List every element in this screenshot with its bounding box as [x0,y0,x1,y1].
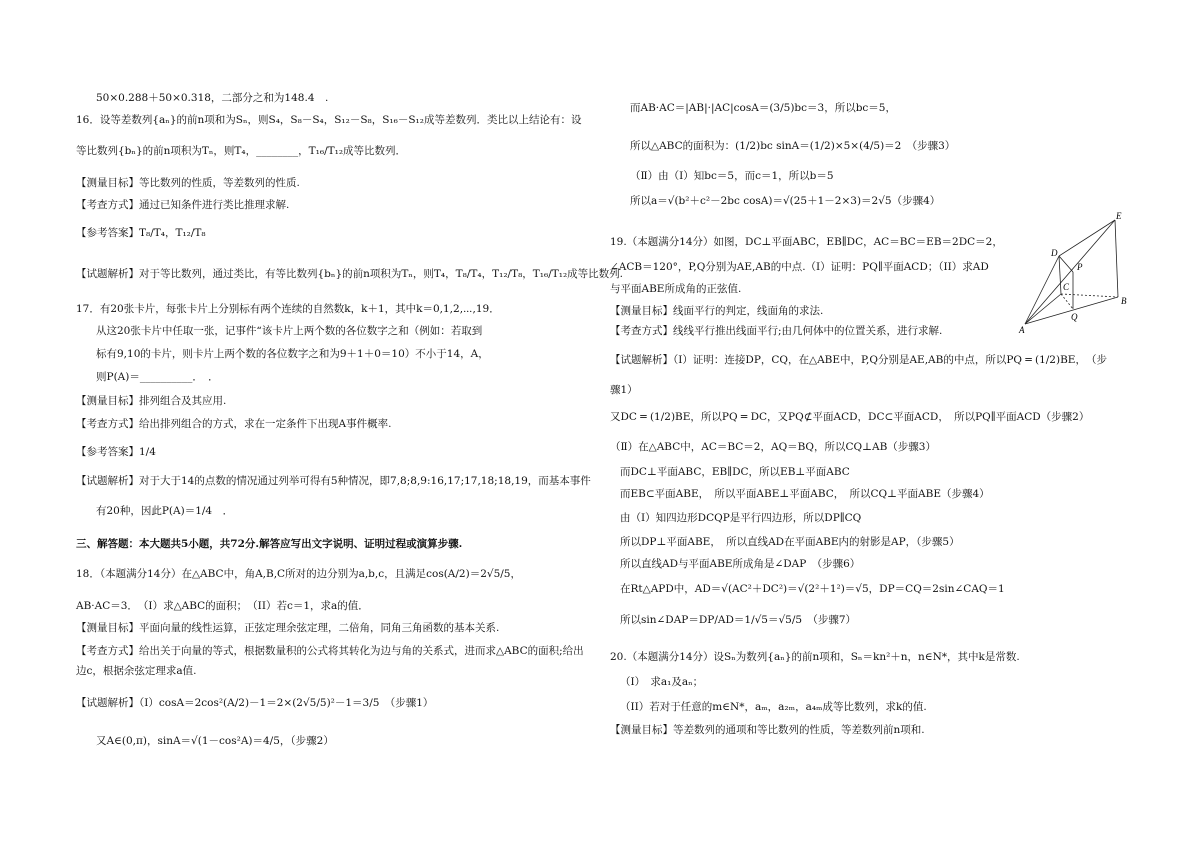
left-line: 【测量目标】排列组合及其应用. [76,395,227,407]
right-line: 所以直线AD与平面ABE所成角是∠DAP （步骤6） [620,558,861,570]
left-line: 【测量目标】等比数列的性质，等差数列的性质. [76,177,300,189]
right-line: 而AB·AC＝|AB|·|AC|cosA＝(3/5)bc＝3，所以bc＝5， [630,102,896,114]
right-line: 所以a＝√(b²＋c²－2bc cosA)＝√(25＋1－2×3)＝2√5（步骤4） [630,195,941,207]
left-line: 【考查方式】给出排列组合的方式，求在一定条件下出现A事件概率. [76,418,392,430]
fig-label-b: B [1121,296,1127,306]
left-line: 三、解答题：本大题共5小题，共72分.解答应写出文字说明、证明过程或演算步骤. [76,538,463,550]
right-line: 19.（本题满分14分）如图，DC⊥平面ABC，EB∥DC，AC＝BC＝EB＝2DC＝2， [610,236,1003,248]
left-line: 【试题解析】对于大于14的点数的情况通过列举可得有5种情况，即7,8;8,9:16,17;17,18;18,19，而基本事件 [76,475,591,487]
left-line: 【考查方式】给出关于向量的等式，根据数量积的公式将其转化为边与角的关系式，进而求△ABC的面积;给出 [76,645,584,657]
left-line: 18．（本题满分14分）在△ABC中，角A,B,C所对的边分别为a,b,c，且满足cos(A/2)＝2√5/5， [76,568,521,580]
fig-label-d: D [1051,248,1058,258]
right-line: 由（Ⅰ）知四边形DCQP是平行四边形，所以DP∥CQ [620,512,862,524]
right-line: （II）若对于任意的m∈N*，aₘ，a₂ₘ，a₄ₘ成等比数列，求k的值. [620,701,927,713]
left-line: 标有9,10的卡片，则卡片上两个数的各位数字之和为9＋1＋0＝10）不小于14，A， [96,348,489,360]
right-line: 而DC⊥平面ABC，EB∥DC，所以EB⊥平面ABC [620,466,850,478]
left-line: 17．有20张卡片，每张卡片上分别标有两个连续的自然数k，k＋1，其中k＝0,1,2,⋯,19． [76,303,500,315]
fig-label-a: A [1019,325,1025,334]
right-line: 骤1） [610,384,638,396]
right-line: 与平面ABE所成角的正弦值. [610,283,742,295]
left-line: 从这20张卡片中任取一张，记事件“该卡片上两个数的各位数字之和（例如：若取到 [96,325,483,337]
left-line: 16．设等差数列{aₙ}的前n项和为Sₙ，则S₄，S₈－S₄，S₁₂－S₈，S₁₆－S₁₂成等差数列．类比以上结论有：设 [76,114,582,126]
left-line: 等比数列{bₙ}的前n项积为Tₙ，则T₄，________，T₁₆/T₁₂成等比数列． [76,145,407,157]
left-line: 【试题解析】（Ⅰ）cosA＝2cos²(A/2)－1＝2×(2√5/5)²－1＝3/5 （步骤1） [76,697,434,709]
left-line: 则P(A)＝__________． ． [96,371,219,383]
right-line: （I） 求a₁及aₙ； [620,676,704,688]
right-line: 所以△ABC的面积为：(1/2)bc sinA＝(1/2)×5×(4/5)＝2 （步骤3） [630,140,956,152]
left-line: 【试题解析】对于等比数列，通过类比，有等比数列{bₙ}的前n项积为Tₙ，则T₄，T₈/T₄，T₁₂/T₈，T₁₆/T₁₂成等比数列. [76,268,623,280]
left-line: AB·AC＝3． （I）求△ABC的面积； （II）若c＝1，求a的值． [76,600,369,612]
right-line: 【测量目标】等差数列的通项和等比数列的性质，等差数列前n项和. [610,724,925,736]
left-line: 【考查方式】通过已知条件进行类比推理求解. [76,199,290,211]
right-line: 所以DP⊥平面ABE， 所以直线AD在平面ABE内的射影是AP，（步骤5） [620,536,960,548]
right-line: 20.（本题满分14分）设Sₙ为数列{aₙ}的前n项和，Sₙ＝kn²＋n，n∈N*，其中k是常数. [610,651,1020,663]
fig-label-p: P [1077,262,1083,272]
left-line: 50×0.288＋50×0.318，二部分之和为148.4 . [96,92,329,104]
left-line: 【测量目标】平面向量的线性运算，正弦定理余弦定理，二倍角，同角三角函数的基本关系. [76,622,500,634]
right-line: 又DC ═ (1/2)BE，所以PQ ═ DC，又PQ⊄平面ACD，DC⊂平面ACD， 所以PQ∥平面ACD（步骤2） [610,411,1090,423]
right-line: 【考查方式】线线平行推出线面平行;由几何体中的位置关系，进行求解. [610,325,943,337]
left-line: 边c，根据余弦定理求a值. [76,665,197,677]
fig-label-q: Q [1071,312,1078,322]
right-line: 【测量目标】线面平行的判定，线面角的求法. [610,305,824,317]
right-line: 在Rt△APD中，AD＝√(AC²＋DC²)＝√(2²＋1²)＝√5，DP＝CQ＝2sin∠CAQ＝1 [620,583,1005,595]
left-line: 【参考答案】T₈/T₄，T₁₂/T₈ [76,227,206,239]
right-line: 【试题解析】（Ⅰ）证明：连接DP，CQ，在△ABE中，P,Q分别是AE,AB的中点，所以PQ ═ (1/2)BE， （步 [610,354,1107,366]
left-line: 【参考答案】1/4 [76,446,156,458]
right-line: （Ⅱ）在△ABC中，AC＝BC＝2，AQ＝BQ，所以CQ⊥AB（步骤3） [610,441,936,453]
right-line: （Ⅱ）由（Ⅰ）知bc＝5，而c＝1，所以b＝5 [630,170,834,182]
left-line: 有20种，因此P(A)＝1/4 ． [96,505,234,517]
right-line: ∠ACB＝120°，P,Q分别为AE,AB的中点.（I）证明：PQ∥平面ACD；（II）求AD [610,261,989,273]
right-line: 所以sin∠DAP＝DP/AD＝1/√5＝√5/5 （步骤7） [620,614,857,626]
fig-label-c: C [1063,282,1070,292]
left-line: 又A∈(0,π)，sinA＝√(1－cos²A)＝4/5，（步骤2） [96,735,334,747]
geometry-figure [1015,212,1135,334]
right-line: 而EB⊂平面ABE， 所以平面ABE⊥平面ABC， 所以CQ⊥平面ABE（步骤4） [620,488,990,500]
fig-label-e: E [1116,212,1122,221]
